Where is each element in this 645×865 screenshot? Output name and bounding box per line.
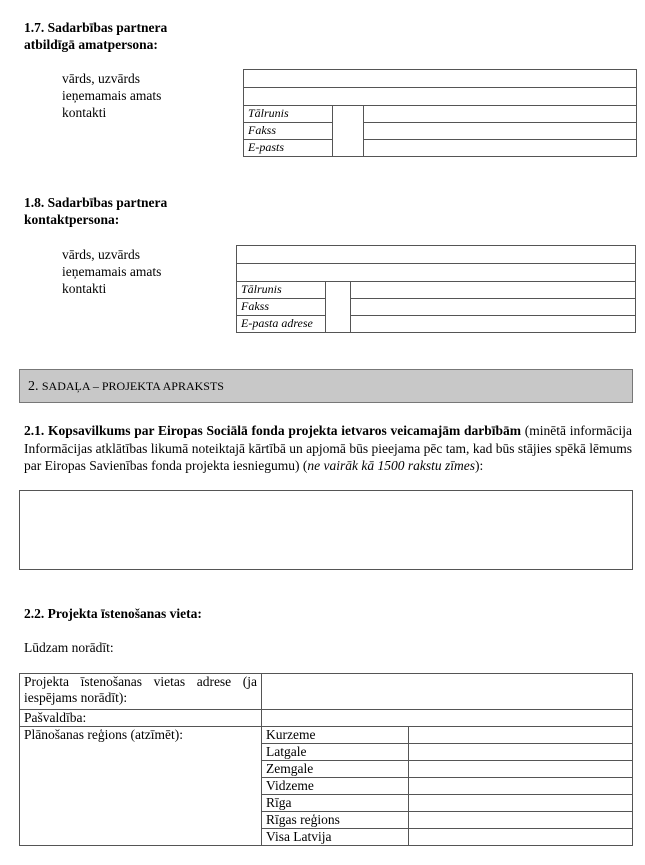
region-checkbox[interactable] [409,829,633,846]
region-checkbox[interactable] [409,778,633,795]
section-2-1-end: ): [475,458,484,473]
region-option: Rīgas reģions [262,812,409,829]
name-field[interactable] [237,246,636,264]
section-1-7-labels [62,70,161,121]
heading-line: 1.7. Sadarbības partnera [24,20,168,35]
municipality-field[interactable] [262,710,633,727]
region-checkbox[interactable] [409,795,633,812]
fax-label: Fakss [237,299,326,316]
responsible-official-table [243,69,637,157]
region-checkbox[interactable] [409,812,633,829]
section-2-1-text [24,422,632,475]
name-label: vārds, uzvārds [62,71,140,86]
region-checkbox[interactable] [409,761,633,778]
heading-line: 1.8. Sadarbības partnera [24,195,168,210]
region-option: Vidzeme [262,778,409,795]
position-field[interactable] [244,88,637,106]
phone-field[interactable] [364,106,637,123]
region-label: Plānošanas reģions (atzīmēt): [20,727,262,846]
region-option: Visa Latvija [262,829,409,846]
email-label: E-pasts [244,140,333,157]
municipality-label: Pašvaldība: [20,710,262,727]
email-field[interactable] [351,316,636,333]
instruction-text: Lūdzam norādīt: [24,640,114,655]
region-checkbox[interactable] [409,744,633,761]
address-label: Projekta īstenošanas vietas adrese (ja iespējams norādīt): [20,674,262,710]
fax-field[interactable] [364,123,637,140]
region-option: Rīga [262,795,409,812]
section-2-1-heading: 2.1. Kopsavilkums par Eiropas Sociālā fonda projekta ietvaros veicamajām darbībām [24,423,522,438]
phone-field[interactable] [351,282,636,299]
phone-label: Tālrunis [237,282,326,299]
fax-label: Fakss [244,123,333,140]
section-1-8-labels [62,246,161,297]
email-label: E-pasta adrese [237,316,326,333]
contacts-label: kontakti [62,281,107,296]
banner-title: SADAĻA – PROJEKTA APRAKSTS [41,379,224,393]
section-1-8-heading [24,194,167,228]
summary-textarea[interactable] [19,490,633,570]
spacer-cell [326,282,351,299]
spacer-cell [326,299,351,316]
heading-line: kontaktpersona: [24,212,120,227]
phone-label: Tālrunis [244,106,333,123]
name-field[interactable] [244,70,637,88]
name-label: vārds, uzvārds [62,247,140,262]
region-option: Zemgale [262,761,409,778]
fax-field[interactable] [351,299,636,316]
position-label: ieņemamais amats [62,88,162,103]
spacer-cell [333,140,364,157]
banner-number: 2. [28,379,39,394]
spacer-cell [333,123,364,140]
address-field[interactable] [262,674,633,710]
position-label: ieņemamais amats [62,264,162,279]
section-2-2-heading: 2.2. Projekta īstenošanas vieta: [24,606,202,621]
section-2-1-body: (minētā informācija Informācijas atklātības likumā noteiktajā kārtībā un apjomā būs pieejama pēc tam, kad būs stājies spēkā lēmums par Eiropas Savienības fonda projekta iesniegumu) ( [24,423,632,473]
spacer-cell [333,106,364,123]
position-field[interactable] [237,264,636,282]
section-2-banner [19,369,633,403]
email-field[interactable] [364,140,637,157]
project-location-table [19,673,633,846]
spacer-cell [326,316,351,333]
section-1-7-heading [24,19,167,53]
char-limit-note: ne vairāk kā 1500 rakstu zīmes [307,458,476,473]
heading-line: atbildīgā amatpersona: [24,37,158,52]
contact-person-table [236,245,636,333]
contacts-label: kontakti [62,105,107,120]
region-option: Kurzeme [262,727,409,744]
region-option: Latgale [262,744,409,761]
region-checkbox[interactable] [409,727,633,744]
